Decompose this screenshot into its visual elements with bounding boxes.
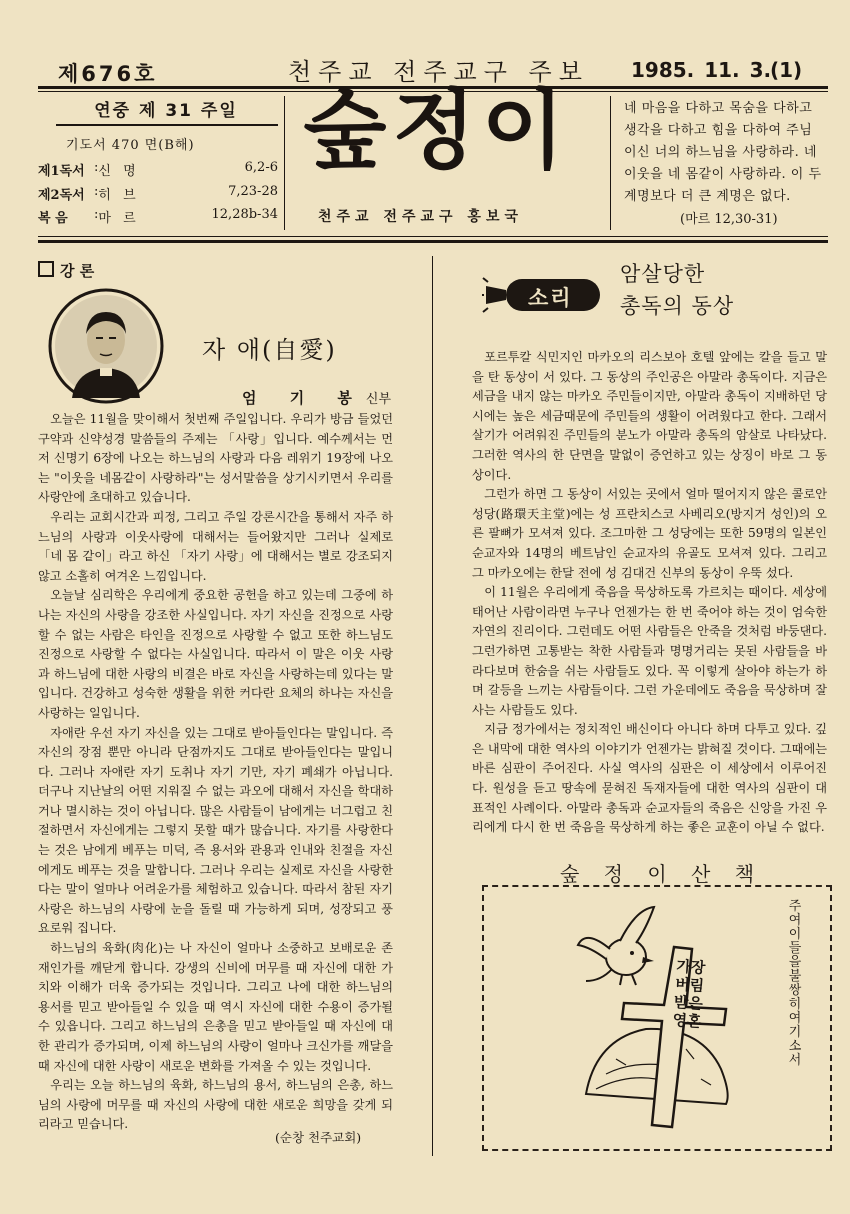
page-number: (1) bbox=[770, 58, 803, 82]
essay-paragraph: 우리는 교회시간과 피정, 그리고 주일 강론시간을 통해서 자주 하느님의 사랑과 이웃사랑에 대해서는 들어왔지만 그러나 실제로 「네 몸 같이」라고 하신 「자기 사랑」에 대해서는 별로 강조되지 않고 소홀히 여겨온 느낌입니다. bbox=[38, 509, 393, 583]
sunday-title: 연중 제 31 주일 bbox=[94, 101, 238, 121]
liturgy-rule bbox=[56, 124, 278, 126]
section-heading: 강 론 bbox=[38, 260, 94, 281]
author-name: 엄 기 봉 bbox=[242, 389, 366, 407]
divider-right bbox=[610, 96, 611, 230]
reading-book: 신 명 bbox=[98, 164, 140, 179]
essay-paragraph: 하느님의 육화(肉化)는 나 자신이 얼마나 소중하고 보배로운 존재인가를 깨닫게 합니다. 강생의 신비에 머무를 때 자신에 대한 가치와 이해가 더욱 증가되는 것입니다. 그리고 나에 대한 하느님의 용서를 믿고 받아들일 수 있을 때 역시 자신에 대한 수용이 증가될 수 있읍니다. 그리고 하느님의 은총을 믿고 받아들일 때 자신에 대한 관리가 증가되며, 이제 하느님의 사랑이 얼마나 크신가를 깨달을 때 자신에 대한 사랑이 새로운 변화를 가져올 수 있는 것입니다. bbox=[38, 941, 393, 1073]
news-title-line1: 암살당한 bbox=[620, 262, 706, 286]
divider-left bbox=[284, 96, 285, 230]
essay-author bbox=[242, 387, 391, 408]
reading-label: 제1독서 bbox=[38, 164, 85, 179]
news-title bbox=[620, 258, 734, 322]
author-role: 신부 bbox=[365, 392, 392, 407]
essay-body bbox=[38, 410, 393, 1135]
reading-row-3: 복 음 : 마 르 12,28b-34 bbox=[38, 207, 278, 226]
sound-badge-label: 소리 bbox=[528, 286, 573, 310]
issue-date: 1985. 11. 3. bbox=[631, 58, 772, 82]
reading-row-2: 제2독서 : 히 브 7,23-28 bbox=[38, 184, 278, 203]
news-paragraph: 그런가 하면 그 동상이 서있는 곳에서 얼마 떨어지지 않은 콜로안 성당(路環天主堂)에는 성 프란치스코 사베리오(방지거 성인)의 오른 팔뼈가 모셔져 있다. 조그마한 그 성당에는 또한 59명의 일본인 순교자와 14명의 베트남인 순교자의 유골도 모셔져 있다. 그리고 그 마카오에는 한달 전에 성 김대건 신부의 동상이 우뚝 섰다. bbox=[472, 487, 827, 580]
brand-logo: 숲정이 bbox=[303, 81, 571, 181]
reading-row-1: 제1독서 : 신 명 6,2-6 bbox=[38, 160, 278, 179]
essay-paragraph: 오늘은 11월을 맞이해서 첫번째 주일입니다. 우리가 방금 들었던 구약과 신약성경 말씀들의 주제는 「사랑」입니다. 예수께서는 먼저 신명기 6장에 나오는 하느님의 사랑과 다음 레위기 19장에 나오는 "이웃을 네몸같이 사랑하라"는 성서말씀을 상기시키면서 우리를 사랑안에 초대하고 있습니다. bbox=[38, 412, 393, 505]
author-portrait bbox=[46, 288, 166, 404]
news-paragraph: 이 11월은 우리에게 죽음을 묵상하도록 가르치는 때이다. 세상에 태어난 사람이라면 누구나 언젠가는 한 번 죽어야 하는 것이 엄숙한 자연의 진리이다. 그런데도 어떤 사람들은 안죽을 것처럼 바둥댄다. 그런가하면 고통받는 착한 사람들과 명명거리는 못된 사람들을 바라다보며 한숨을 쉬는 사람들도 있다. 꼭 이렇게 살아야 하는가 하며 갈등을 느끼는 사람들이다. 그런 가운데에도 죽음을 묵상하며 잘 사는 사람들도 있다. bbox=[472, 585, 827, 717]
scripture-quote-ref: (마르 12,30-31) bbox=[680, 212, 778, 227]
sound-horn-badge bbox=[482, 270, 607, 320]
column-divider bbox=[432, 256, 433, 1156]
cross-inscription: 가장 버림받은 영혼 bbox=[672, 957, 706, 1031]
reading-label: 복 음 bbox=[38, 211, 68, 226]
square-icon bbox=[38, 261, 54, 277]
reading-label: 제2독서 bbox=[38, 188, 85, 203]
cartoon-caption: 주여 이들을 불쌍히 여기소서 bbox=[788, 899, 802, 1068]
scripture-quote: 네 마음을 다하고 목숨을 다하고 생각을 다하고 힘을 다하여 주님이신 너의 하느님을 사랑하라. 네 이웃을 네 몸같이 사랑하라. 이 두 계명보다 더 큰 계명은 없다. bbox=[624, 101, 822, 204]
essay-title: 자 애(自愛) bbox=[202, 336, 337, 364]
newspaper-name: 천주교 전주교구 주보 bbox=[288, 58, 589, 86]
news-paragraph: 지금 정가에서는 정치적인 배신이다 아니다 하며 다투고 있다. 깊은 내막에 대한 역사의 이야기가 언젠가는 밝혀질 것이다. 그때에는 바른 심판이 주어진다. 사실 역사의 심판은 이 세상에서 이루어진다. 원성을 듣고 땅속에 묻혀진 독재자들에 대한 역사의 심판이 대표적인 사례이다. 아말라 총독과 순교자들의 죽음은 신앙을 가진 우리에게 다시 한 번 죽음을 묵상하게 하는 좋은 교훈이 아닐 수 없다. bbox=[472, 722, 827, 835]
reading-ref: 12,28b-34 bbox=[211, 207, 278, 222]
masthead-bottom-rule bbox=[38, 236, 828, 237]
news-body bbox=[472, 348, 827, 838]
prayerbook-ref: 기도서 470 면(B해) bbox=[66, 138, 195, 153]
issue-number: 제676호 bbox=[58, 62, 158, 86]
publisher: 천주교 전주교구 홍보국 bbox=[318, 209, 523, 225]
masthead-bottom-rule-thick bbox=[38, 240, 828, 243]
cartoon-title: 숲 정 이 산 책 bbox=[560, 862, 764, 886]
essay-paragraph: 자애란 우선 자기 자신을 있는 그대로 받아들인다는 말입니다. 즉 자신의 장점 뿐만 아니라 단점까지도 그대로 받아들인다는 말입니다. 그러나 자애란 자기 도취나 자기 기만, 자기 폐쇄가 아닙니다. 더구나 지난날의 어떤 지워질 수 없는 과오에 대해서 자신을 학대하거나 멸시하는 것이 아닙니다. 많은 사람들이 남에게는 너그럽고 친절하면서 자신에게는 그렇지 못할 때가 많습니다. 자기를 사랑한다는 것은 남에게 베푸는 미덕, 즉 용서와 관용과 인내와 친절을 자신에게도 베푸는 것을 말합니다. 그러나 우리는 실제로 자신을 사랑한다는 말이 얼마나 어려운가를 체험하고 있습니다. 따라서 참된 자기 사랑은 하느님의 사랑에 눈을 돌릴 때 가능하게 되며, 성장되고 풍요로워 집니다. bbox=[38, 725, 393, 936]
essay-paragraph: 오늘날 심리학은 우리에게 중요한 공헌을 하고 있는데 그중에 하나는 자신의 사랑을 강조한 사실입니다. 자기 자신을 진정으로 사랑할 수 없는 사람은 타인을 진정으로 사랑할 수 없고 또한 하느님도 진정으로 사랑할 수 없다는 사실입니다. 따라서 이 말은 이웃 사랑과 하느님에 대한 사랑의 비결은 바로 자신을 사랑하는데 있다는 말입니다. 건강하고 성숙한 생활을 위한 커다란 요체의 하나는 자신을 사랑하는 일입니다. bbox=[38, 588, 393, 720]
essay-paragraph: 우리는 오늘 하느님의 육화, 하느님의 용서, 하느님의 은총, 하느님의 사랑에 머무를 때 자신의 사랑에 대한 새로운 희망을 갖게 되리라고 믿습니다. bbox=[38, 1078, 393, 1132]
reading-book: 마 르 bbox=[98, 211, 140, 226]
reading-ref: 7,23-28 bbox=[228, 184, 278, 199]
reading-ref: 6,2-6 bbox=[244, 160, 278, 175]
reading-book: 히 브 bbox=[98, 188, 140, 203]
news-paragraph: 포르투칼 식민지인 마카오의 리스보아 호텔 앞에는 칼을 들고 말을 탄 동상이 서 있다. 그 동상의 주인공은 아말라 총독이다. 지금은 세금을 내지 않는 마카오 주민들이지만, 아말라 총독이 지배하던 당시에는 높은 세금때문에 주민들의 생활이 어려웠다고 한다. 그래서 살기가 어려워진 주민들의 분노가 아말라 총독의 암살로 나타났다. 그러한 역사의 한 단면을 말없이 증언하고 있는 상징이 바로 그 동상이다. bbox=[472, 350, 827, 482]
cartoon-illustration bbox=[486, 889, 786, 1144]
essay-signature: (순창 천주교회) bbox=[275, 1130, 362, 1145]
news-title-line2: 총독의 동상 bbox=[620, 294, 735, 318]
